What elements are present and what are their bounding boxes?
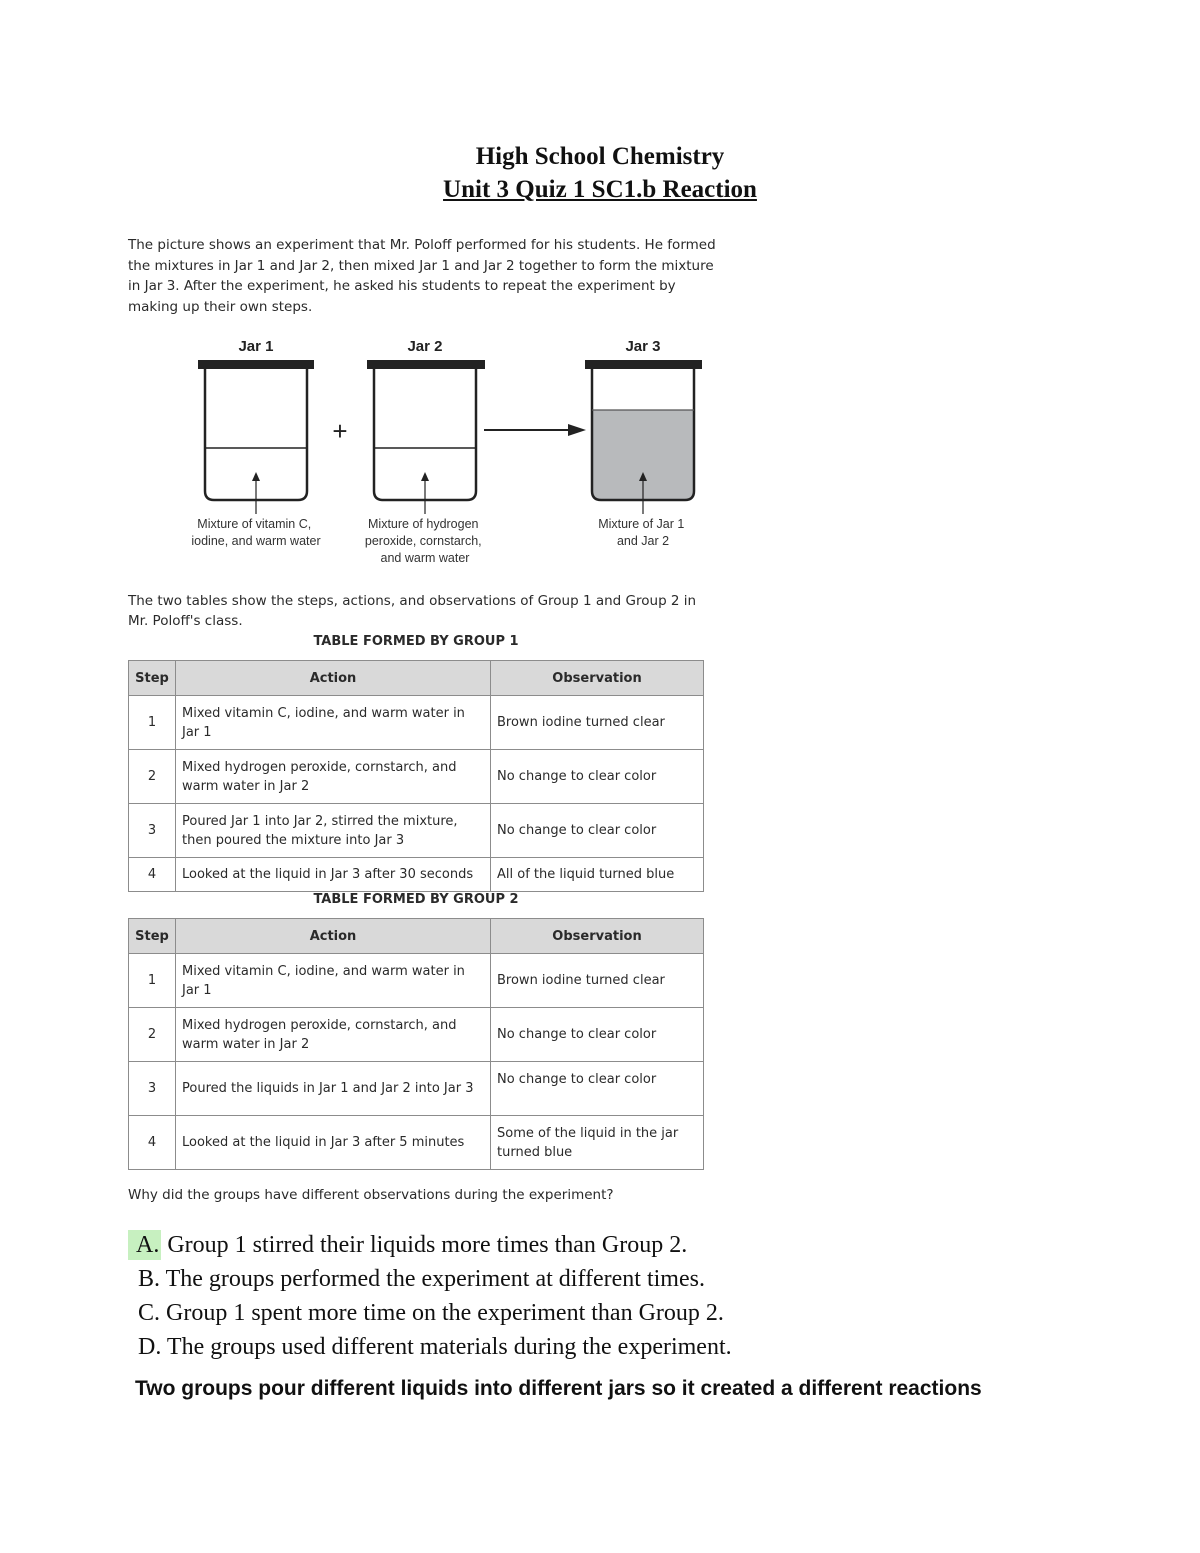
action-cell: Mixed hydrogen peroxide, cornstarch, and warm water in Jar 2 xyxy=(176,1008,491,1062)
jar2-caption-line2: peroxide, cornstarch, xyxy=(364,534,482,548)
jar3-caption-line1: Mixture of Jar 1 xyxy=(598,517,685,531)
option-d-letter: D. xyxy=(138,1334,162,1360)
action-cell: Mixed vitamin C, iodine, and warm water in Jar 1 xyxy=(176,696,491,750)
answer-options xyxy=(138,1228,732,1364)
option-b-text: The groups performed the experiment at different times. xyxy=(160,1266,705,1292)
action-cell: Mixed vitamin C, iodine, and warm water in Jar 1 xyxy=(176,954,491,1008)
action-cell: Poured the liquids in Jar 1 and Jar 2 into Jar 3 xyxy=(176,1062,491,1116)
table-row xyxy=(129,1062,704,1116)
jar2-caption xyxy=(365,517,485,565)
option-b[interactable] xyxy=(138,1262,732,1296)
observation-cell: Brown iodine turned clear xyxy=(491,954,704,1008)
option-d[interactable] xyxy=(138,1330,732,1364)
option-a[interactable] xyxy=(138,1228,732,1262)
jar1 xyxy=(198,360,314,514)
jar2 xyxy=(367,360,485,514)
quiz-subtitle xyxy=(0,176,1200,204)
table-row xyxy=(129,750,704,804)
observation-cell: Some of the liquid in the jar turned blue xyxy=(491,1116,704,1170)
table2-caption: TABLE FORMED BY GROUP 2 xyxy=(313,892,519,907)
step-cell: 3 xyxy=(129,1062,176,1116)
jar3 xyxy=(585,360,702,514)
observation-cell: All of the liquid turned blue xyxy=(491,858,704,892)
page-title: High School Chemistry xyxy=(475,143,725,170)
action-cell: Looked at the liquid in Jar 3 after 5 minutes xyxy=(176,1116,491,1170)
step-cell: 1 xyxy=(129,696,176,750)
table-row xyxy=(129,954,704,1008)
jar-experiment-diagram xyxy=(180,330,720,570)
option-c[interactable] xyxy=(138,1296,732,1330)
table-header-row xyxy=(129,661,704,696)
option-a-text: Group 1 stirred their liquids more times than Group 2. xyxy=(161,1232,688,1258)
header-action: Action xyxy=(176,919,491,954)
table-row xyxy=(129,1116,704,1170)
table-row xyxy=(129,1008,704,1062)
table1-caption: TABLE FORMED BY GROUP 1 xyxy=(313,634,519,649)
arrow-right-icon xyxy=(484,424,586,436)
step-cell: 4 xyxy=(129,858,176,892)
jar2-caption-line3: and warm water xyxy=(380,551,470,565)
header-step: Step xyxy=(129,661,176,696)
group1-table xyxy=(128,660,704,892)
question-text: Why did the groups have different observations during the experiment? xyxy=(128,1187,614,1203)
intro-paragraph: The picture shows an experiment that Mr. Poloff performed for his students. He formed the mixtures in Jar 1 and Jar 2, then mixed Jar 1 and Jar 2 together to form the mixture in Jar 3. After the experiment, he asked his students to repeat the experiment by making up their own steps. xyxy=(128,237,716,315)
plus-sign: + xyxy=(332,416,348,446)
jar1-caption xyxy=(191,517,320,548)
jar1-caption-line1: Mixture of vitamin C, xyxy=(197,517,312,531)
option-d-text: The groups used different materials during the experiment. xyxy=(161,1334,732,1360)
step-cell: 1 xyxy=(129,954,176,1008)
quiz-subtitle-text: Unit 3 Quiz 1 SC1.b Reaction xyxy=(443,176,757,203)
header-observation: Observation xyxy=(491,661,704,696)
jar3-caption xyxy=(598,517,688,548)
option-c-text: Group 1 spent more time on the experiment than Group 2. xyxy=(160,1300,724,1326)
action-cell: Looked at the liquid in Jar 3 after 30 seconds xyxy=(176,858,491,892)
jar3-label: Jar 3 xyxy=(625,338,661,355)
action-cell: Mixed hydrogen peroxide, cornstarch, and warm water in Jar 2 xyxy=(176,750,491,804)
observation-cell: No change to clear color xyxy=(491,1062,704,1116)
tables-intro-paragraph: The two tables show the steps, actions, and observations of Group 1 and Group 2 in Mr. Poloff's class. xyxy=(128,593,697,629)
observation-cell: No change to clear color xyxy=(491,804,704,858)
observation-cell: Brown iodine turned clear xyxy=(491,696,704,750)
header-step: Step xyxy=(129,919,176,954)
jar1-label: Jar 1 xyxy=(238,338,274,355)
option-b-letter: B. xyxy=(138,1266,161,1292)
option-a-letter: A. xyxy=(128,1230,161,1260)
table-row xyxy=(129,804,704,858)
step-cell: 4 xyxy=(129,1116,176,1170)
step-cell: 2 xyxy=(129,750,176,804)
option-c-letter: C. xyxy=(138,1300,161,1326)
step-cell: 3 xyxy=(129,804,176,858)
table-row xyxy=(129,858,704,892)
header-observation: Observation xyxy=(491,919,704,954)
table-row xyxy=(129,696,704,750)
observation-cell: No change to clear color xyxy=(491,1008,704,1062)
group2-table xyxy=(128,918,704,1170)
observation-cell: No change to clear color xyxy=(491,750,704,804)
student-answer: Two groups pour different liquids into different jars so it created a different reactions xyxy=(135,1377,982,1400)
step-cell: 2 xyxy=(129,1008,176,1062)
header-action: Action xyxy=(176,661,491,696)
jar2-label: Jar 2 xyxy=(407,338,443,355)
jar1-caption-line2: iodine, and warm water xyxy=(191,534,321,548)
jar3-caption-line2: and Jar 2 xyxy=(616,534,670,548)
action-cell: Poured Jar 1 into Jar 2, stirred the mixture, then poured the mixture into Jar 3 xyxy=(176,804,491,858)
jar2-caption-line1: Mixture of hydrogen xyxy=(368,517,479,531)
table-header-row xyxy=(129,919,704,954)
